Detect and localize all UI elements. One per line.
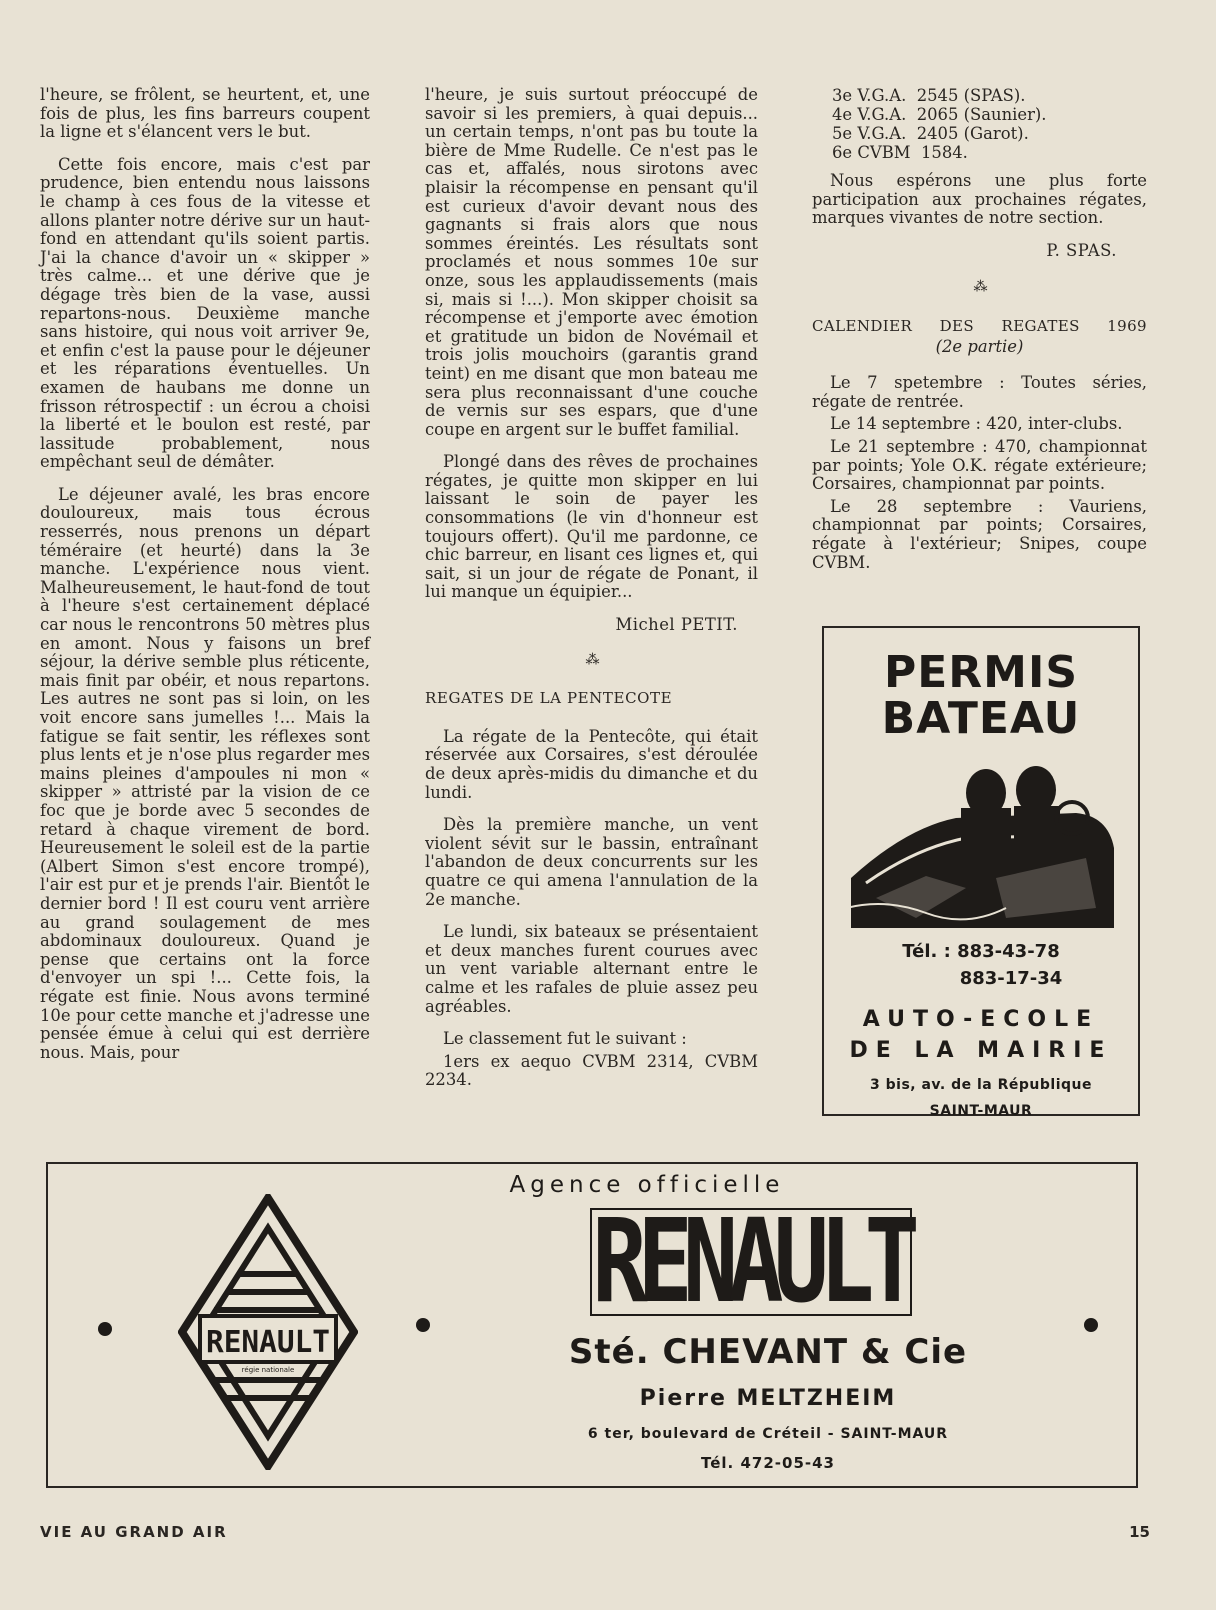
permis-bateau-ad bbox=[822, 626, 1140, 1119]
paragraph: Le lundi, six bateaux se présentaient et deux manches furent courues avec un vent variable alternant entre le calme et les rafales de pluie assez peu agréables. bbox=[425, 922, 758, 1016]
ornament-dot bbox=[1084, 1318, 1098, 1332]
section-subheading: (2e partie) bbox=[935, 336, 1024, 356]
phone-number: Tél. : 883-43-78 bbox=[902, 941, 1060, 962]
paragraph: l'heure, se frôlent, se heurtent, et, une fois de plus, les fins barreurs coupent la ligne et s'élancent vers le but. bbox=[40, 85, 370, 142]
svg-text:régie nationale: régie nationale bbox=[241, 1366, 295, 1374]
list-item: 4e V.G.A. 2065 (Saunier). bbox=[832, 105, 1047, 124]
article-column-3 bbox=[812, 86, 1147, 586]
paragraph: Le 28 septembre : Vauriens, championnat par points; Corsaires, régate à l'extérieur; Snipes, coupe CVBM. bbox=[812, 496, 1147, 572]
contact-name: Pierre MELTZHEIM bbox=[639, 1386, 897, 1411]
paragraph: Le 14 septembre : 420, inter-clubs. bbox=[830, 414, 1123, 434]
school-name: AUTO-ECOLE bbox=[862, 1007, 1100, 1032]
paragraph: Le 21 septembre : 470, championnat par points; Yole O.K. régate extérieure; Corsaires, championnat par points. bbox=[812, 436, 1147, 494]
signature: P. SPAS. bbox=[1046, 240, 1117, 260]
phone-number: Tél. 472-05-43 bbox=[701, 1454, 835, 1472]
phone-number: 883-17-34 bbox=[959, 968, 1063, 989]
article-column-2 bbox=[425, 86, 758, 1104]
brand-box bbox=[590, 1194, 912, 1329]
school-name: DE LA MAIRIE bbox=[849, 1038, 1113, 1063]
publication-name: VIE AU GRAND AIR bbox=[40, 1523, 228, 1541]
ad-title-line: BATEAU bbox=[881, 693, 1081, 744]
renault-dealer-ad bbox=[46, 1162, 1138, 1488]
brand-wordmark: RENAULT bbox=[592, 1194, 910, 1329]
paragraph: 1ers ex aequo CVBM 2314, CVBM 2234. bbox=[425, 1051, 758, 1090]
list-item: 6e CVBM 1584. bbox=[832, 143, 968, 162]
section-heading: CALENDIER DES REGATES 1969 bbox=[812, 316, 1147, 335]
address: SAINT-MAUR bbox=[929, 1103, 1033, 1119]
dinkus-ornament: ⁂ bbox=[585, 651, 598, 668]
ornament-dot bbox=[98, 1322, 112, 1336]
renault-diamond-logo-icon bbox=[178, 1194, 358, 1470]
paragraph: Nous espérons une plus forte participation aux prochaines régates, marques vivantes de notre section. bbox=[812, 171, 1147, 228]
paragraph: Le 7 spetembre : Toutes séries, régate de rentrée. bbox=[812, 373, 1147, 411]
paragraph: Dès la première manche, un vent violent sévit sur le bassin, entraînant l'abandon de deux concurrents sur les quatre ce qui amena l'annulation de la 2e manche. bbox=[425, 815, 758, 909]
section-heading: REGATES DE LA PENTECOTE bbox=[425, 689, 673, 708]
ad-title-line: PERMIS bbox=[883, 647, 1079, 698]
paragraph: La régate de la Pentecôte, qui était réservée aux Corsaires, s'est déroulée de deux après-midis du dimanche et du lundi. bbox=[425, 726, 758, 802]
motorboat-illustration-icon bbox=[846, 758, 1116, 928]
dinkus-ornament: ⁂ bbox=[973, 279, 986, 296]
list-item: 5e V.G.A. 2405 (Garot). bbox=[832, 124, 1029, 143]
paragraph: Cette fois encore, mais c'est par prudence, bien entendu nous laissons le champ à ces fous de la vitesse et allons planter notre dérive sur un haut-fond en attendant qu'ils soient partis. J'ai la chance d'avoir un « skipper » très calme... et une dérive que je dégage très bien de la vase, aussi repartons-nous. Deuxième manche sans histoire, qui nous voit arriver 9e, et enfin c'est la pause pour le déjeuner et les réparations éventuelles. Un examen de haubans me donne un frisson rétrospectif : un écrou a choisi la liberté et le boulon est resté, par lassitude probablement, nous empêchant seul de démâter. bbox=[40, 154, 370, 472]
article-column-1 bbox=[40, 86, 370, 1076]
list-item: 3e V.G.A. 2545 (SPAS). bbox=[832, 86, 1026, 105]
ad-tagline: Agence officielle bbox=[509, 1172, 785, 1198]
svg-text:RENAULT: RENAULT bbox=[206, 1325, 330, 1360]
paragraph: l'heure, je suis surtout préoccupé de savoir si les premiers, à quai depuis... un certain temps, n'ont pas bu toute la bière de Mme Rudelle. Ce n'est pas le cas et, affalés, nous sirotons avec plaisir la récompense en pensant qu'il est curieux d'avoir devant nous des gagnants si frais alors que nous sommes éreintés. Les résultats sont proclamés et nous sommes 10e sur onze, sous les applaudissements (mais si, mais si !...). Mon skipper choisit sa récompense et j'emporte avec émotion et gratitude un bidon de Novémail et trois jolis mouchoirs (garantis grand teint) en me disant que mon bateau me sera plus reconnaissant d'une couche de vernis sur ses espars, que d'une coupe en argent sur le buffet familial. bbox=[425, 85, 758, 439]
paragraph: Plongé dans des rêves de prochaines régates, je quitte mon skipper en lui laissant le soin de payer les consommations (le vin d'honneur est toujours offert). Qu'il me pardonne, ce chic barreur, en lisant ces lignes et, qui sait, si un jour de régate de Ponant, il lui manque un équipier... bbox=[425, 452, 758, 602]
company-name: Sté. CHEVANT & Cie bbox=[568, 1332, 968, 1372]
address: 3 bis, av. de la République bbox=[870, 1077, 1092, 1093]
signature: Michel PETIT. bbox=[615, 615, 738, 635]
paragraph: Le classement fut le suivant : bbox=[443, 1029, 687, 1049]
ornament-dot bbox=[416, 1318, 430, 1332]
paragraph: Le déjeuner avalé, les bras encore douloureux, mais tous écrous resserrés, nous prenons un départ téméraire (et heurté) dans la 3e manche. L'expérience nous vient. Malheureusement, le haut-fond de tout à l'heure s'est certainement déplacé car nous le rencontrons 50 mètres plus en amont. Nous y faisons un bref séjour, la dérive semble plus réticente, mais finit par obéir, et nous repartons. Les autres ne sont pas si loin, on les voit encore sans jumelles !... Mais la fatigue se fait sentir, les réflexes sont plus lents et je n'ose plus regarder mes mains pleines d'ampoules ni mon « skipper » attristé par la vision de ce foc que je borde avec 5 secondes de retard à chaque virement de bord. Heureusement le soleil est de la partie (Albert Simon s'est encore trompé), l'air est pur et je prends l'air. Bientôt le dernier bord ! Il est couru vent arrière au grand soulagement de mes abdominaux douloureux. Quand je pense que certains ont la force d'envoyer un spi !... Cette fois, la régate est finie. Nous avons terminé 10e pour cette manche et j'adresse une pensée émue à celui qui est derrière nous. Mais, pour bbox=[40, 484, 370, 1062]
address: 6 ter, boulevard de Créteil - SAINT-MAUR bbox=[587, 1426, 949, 1442]
page-number: 15 bbox=[1129, 1523, 1150, 1541]
results-list bbox=[832, 86, 1147, 162]
